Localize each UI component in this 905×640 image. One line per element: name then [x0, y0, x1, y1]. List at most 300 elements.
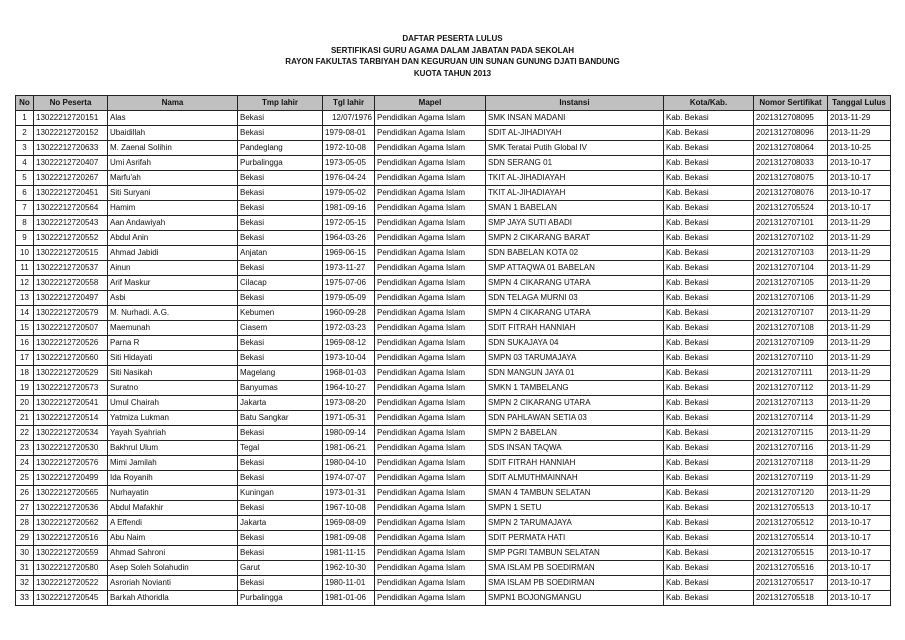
cell-tgl-lahir: 1968-01-03: [323, 366, 375, 381]
cell-nama: Hamim: [108, 201, 238, 216]
cell-tgl-lahir: 1980-04-10: [323, 456, 375, 471]
cell-nama: Ainun: [108, 261, 238, 276]
cell-no: 13: [16, 291, 34, 306]
cell-mapel: Pendidikan Agama Islam: [375, 156, 486, 171]
table-row: [16, 441, 891, 456]
col-no-peserta: No Peserta: [34, 96, 108, 111]
cell-instansi: SMK INSAN MADANI: [486, 111, 664, 126]
table-row: [16, 591, 891, 606]
cell-nomor-sertifikat: 2021312707101: [754, 216, 828, 231]
cell-no-peserta: 13022212720499: [34, 471, 108, 486]
cell-tanggal-lulus: 2013-11-29: [828, 276, 891, 291]
cell-instansi: SMPN1 BOJONGMANGU: [486, 591, 664, 606]
cell-tanggal-lulus: 2013-11-29: [828, 111, 891, 126]
cell-instansi: SDIT AL-JIHADIYAH: [486, 126, 664, 141]
cell-tgl-lahir: 1981-11-15: [323, 546, 375, 561]
cell-mapel: Pendidikan Agama Islam: [375, 546, 486, 561]
cell-instansi: SMP PGRI TAMBUN SELATAN: [486, 546, 664, 561]
cell-instansi: SMPN 2 CIKARANG UTARA: [486, 396, 664, 411]
cell-nomor-sertifikat: 2021312707106: [754, 291, 828, 306]
cell-no: 4: [16, 156, 34, 171]
cell-tgl-lahir: 1964-10-27: [323, 381, 375, 396]
cell-kota: Kab. Bekasi: [664, 321, 754, 336]
table-header-row: [16, 96, 891, 111]
col-instansi: Instansi: [486, 96, 664, 111]
cell-instansi: TKIT AL-JIHADIAYAH: [486, 171, 664, 186]
cell-tanggal-lulus: 2013-10-17: [828, 561, 891, 576]
cell-instansi: SMPN 1 SETU: [486, 501, 664, 516]
cell-kota: Kab. Bekasi: [664, 126, 754, 141]
cell-tanggal-lulus: 2013-11-29: [828, 261, 891, 276]
cell-nama: Umi Asrifah: [108, 156, 238, 171]
cell-instansi: SMPN 2 BABELAN: [486, 426, 664, 441]
cell-kota: Kab. Bekasi: [664, 381, 754, 396]
table-row: [16, 456, 891, 471]
cell-nomor-sertifikat: 2021312705524: [754, 201, 828, 216]
cell-nama: Ahmad Sahroni: [108, 546, 238, 561]
cell-nomor-sertifikat: 2021312707105: [754, 276, 828, 291]
cell-instansi: SMPN 2 TARUMAJAYA: [486, 516, 664, 531]
cell-tmp-lahir: Bekasi: [238, 426, 323, 441]
cell-mapel: Pendidikan Agama Islam: [375, 291, 486, 306]
cell-mapel: Pendidikan Agama Islam: [375, 486, 486, 501]
cell-tmp-lahir: Bekasi: [238, 126, 323, 141]
table-row: [16, 531, 891, 546]
cell-tanggal-lulus: 2013-10-17: [828, 201, 891, 216]
cell-kota: Kab. Bekasi: [664, 561, 754, 576]
cell-tgl-lahir: 1962-10-30: [323, 561, 375, 576]
cell-kota: Kab. Bekasi: [664, 546, 754, 561]
cell-mapel: Pendidikan Agama Islam: [375, 126, 486, 141]
cell-no-peserta: 13022212720559: [34, 546, 108, 561]
cell-tmp-lahir: Bekasi: [238, 291, 323, 306]
table-row: [16, 186, 891, 201]
cell-mapel: Pendidikan Agama Islam: [375, 426, 486, 441]
cell-kota: Kab. Bekasi: [664, 336, 754, 351]
cell-tanggal-lulus: 2013-11-29: [828, 411, 891, 426]
cell-tgl-lahir: 1981-06-21: [323, 441, 375, 456]
cell-nomor-sertifikat: 2021312707108: [754, 321, 828, 336]
table-row: [16, 276, 891, 291]
col-kota: Kota/Kab.: [664, 96, 754, 111]
cell-tanggal-lulus: 2013-11-29: [828, 486, 891, 501]
cell-tmp-lahir: Bekasi: [238, 336, 323, 351]
col-tanggal-lulus: Tanggal Lulus: [828, 96, 891, 111]
cell-mapel: Pendidikan Agama Islam: [375, 186, 486, 201]
cell-no-peserta: 13022212720516: [34, 531, 108, 546]
cell-tanggal-lulus: 2013-11-29: [828, 126, 891, 141]
cell-instansi: SDN PAHLAWAN SETIA 03: [486, 411, 664, 426]
cell-mapel: Pendidikan Agama Islam: [375, 306, 486, 321]
table-row: [16, 111, 891, 126]
cell-mapel: Pendidikan Agama Islam: [375, 411, 486, 426]
cell-mapel: Pendidikan Agama Islam: [375, 201, 486, 216]
cell-kota: Kab. Bekasi: [664, 366, 754, 381]
cell-no: 10: [16, 246, 34, 261]
cell-nomor-sertifikat: 2021312707115: [754, 426, 828, 441]
cell-no: 33: [16, 591, 34, 606]
participants-table: [15, 95, 891, 606]
cell-no-peserta: 13022212720497: [34, 291, 108, 306]
table-body: [16, 111, 891, 606]
cell-tanggal-lulus: 2013-11-29: [828, 441, 891, 456]
cell-nama: Nurhayatin: [108, 486, 238, 501]
cell-nomor-sertifikat: 2021312708076: [754, 186, 828, 201]
cell-kota: Kab. Bekasi: [664, 156, 754, 171]
cell-tmp-lahir: Jakarta: [238, 516, 323, 531]
col-tgl-lahir: Tgl lahir: [323, 96, 375, 111]
title-line-4: KUOTA TAHUN 2013: [413, 69, 492, 79]
cell-no: 26: [16, 486, 34, 501]
cell-tgl-lahir: 1972-03-23: [323, 321, 375, 336]
cell-tgl-lahir: 1973-11-27: [323, 261, 375, 276]
cell-nama: Siti Nasikah: [108, 366, 238, 381]
cell-tmp-lahir: Kebumen: [238, 306, 323, 321]
cell-no-peserta: 13022212720407: [34, 156, 108, 171]
cell-kota: Kab. Bekasi: [664, 411, 754, 426]
cell-mapel: Pendidikan Agama Islam: [375, 336, 486, 351]
cell-nama: M. Zaenal Solihin: [108, 141, 238, 156]
cell-no-peserta: 13022212720267: [34, 171, 108, 186]
cell-tgl-lahir: 1979-05-02: [323, 186, 375, 201]
cell-tmp-lahir: Bekasi: [238, 576, 323, 591]
cell-tmp-lahir: Jakarta: [238, 396, 323, 411]
cell-tmp-lahir: Cilacap: [238, 276, 323, 291]
cell-tgl-lahir: 1980-09-14: [323, 426, 375, 441]
cell-tmp-lahir: Bekasi: [238, 456, 323, 471]
cell-tgl-lahir: 1964-03-26: [323, 231, 375, 246]
cell-tanggal-lulus: 2013-11-29: [828, 246, 891, 261]
cell-nama: Yayah Syahriah: [108, 426, 238, 441]
title-line-1: DAFTAR PESERTA LULUS: [402, 34, 503, 43]
cell-nomor-sertifikat: 2021312705512: [754, 516, 828, 531]
cell-instansi: SMPN 03 TARUMAJAYA: [486, 351, 664, 366]
cell-nama: Siti Suryani: [108, 186, 238, 201]
col-no: No: [16, 96, 34, 111]
table-row: [16, 351, 891, 366]
cell-no: 6: [16, 186, 34, 201]
cell-tmp-lahir: Pandeglang: [238, 141, 323, 156]
cell-no-peserta: 13022212720564: [34, 201, 108, 216]
cell-kota: Kab. Bekasi: [664, 486, 754, 501]
cell-instansi: SDS INSAN TAQWA: [486, 441, 664, 456]
cell-tanggal-lulus: 2013-11-29: [828, 321, 891, 336]
cell-no: 16: [16, 336, 34, 351]
cell-mapel: Pendidikan Agama Islam: [375, 321, 486, 336]
col-nama: Nama: [108, 96, 238, 111]
cell-no-peserta: 13022212720530: [34, 441, 108, 456]
cell-no: 21: [16, 411, 34, 426]
cell-nomor-sertifikat: 2021312707118: [754, 456, 828, 471]
cell-nama: Asroriah Novianti: [108, 576, 238, 591]
cell-kota: Kab. Bekasi: [664, 576, 754, 591]
cell-instansi: SDIT PERMATA HATI: [486, 531, 664, 546]
cell-tgl-lahir: 1972-10-08: [323, 141, 375, 156]
cell-nama: Maemunah: [108, 321, 238, 336]
cell-tanggal-lulus: 2013-11-29: [828, 306, 891, 321]
cell-tmp-lahir: Banyumas: [238, 381, 323, 396]
cell-mapel: Pendidikan Agama Islam: [375, 171, 486, 186]
cell-instansi: SMA ISLAM PB SOEDIRMAN: [486, 561, 664, 576]
cell-no: 5: [16, 171, 34, 186]
cell-nama: Bakhrul Ulum: [108, 441, 238, 456]
cell-no: 15: [16, 321, 34, 336]
cell-kota: Kab. Bekasi: [664, 591, 754, 606]
cell-tgl-lahir: 1975-07-06: [323, 276, 375, 291]
cell-kota: Kab. Bekasi: [664, 141, 754, 156]
cell-nomor-sertifikat: 2021312705513: [754, 501, 828, 516]
cell-kota: Kab. Bekasi: [664, 171, 754, 186]
cell-no-peserta: 13022212720522: [34, 576, 108, 591]
table-row: [16, 561, 891, 576]
cell-nama: Abdul Anin: [108, 231, 238, 246]
cell-no-peserta: 13022212720151: [34, 111, 108, 126]
cell-tgl-lahir: 1967-10-08: [323, 501, 375, 516]
cell-kota: Kab. Bekasi: [664, 441, 754, 456]
cell-no-peserta: 13022212720534: [34, 426, 108, 441]
cell-nama: Suratno: [108, 381, 238, 396]
col-mapel: Mapel: [375, 96, 486, 111]
table-row: [16, 546, 891, 561]
cell-instansi: SMPN 4 CIKARANG UTARA: [486, 276, 664, 291]
cell-tgl-lahir: 1974-07-07: [323, 471, 375, 486]
table-row: [16, 501, 891, 516]
cell-tanggal-lulus: 2013-11-29: [828, 336, 891, 351]
cell-no: 9: [16, 231, 34, 246]
cell-no: 28: [16, 516, 34, 531]
cell-nomor-sertifikat: 2021312708064: [754, 141, 828, 156]
table-row: [16, 126, 891, 141]
table-row: [16, 291, 891, 306]
cell-instansi: SDN SUKAJAYA 04: [486, 336, 664, 351]
cell-tgl-lahir: 1980-11-01: [323, 576, 375, 591]
cell-nama: Aan Andawiyah: [108, 216, 238, 231]
cell-nama: Yatmiza Lukman: [108, 411, 238, 426]
cell-tanggal-lulus: 2013-11-29: [828, 231, 891, 246]
cell-nama: Alas: [108, 111, 238, 126]
cell-no: 27: [16, 501, 34, 516]
cell-nama: Barkah Athoridla: [108, 591, 238, 606]
cell-kota: Kab. Bekasi: [664, 186, 754, 201]
cell-tmp-lahir: Bekasi: [238, 216, 323, 231]
cell-mapel: Pendidikan Agama Islam: [375, 216, 486, 231]
cell-tgl-lahir: 1981-01-06: [323, 591, 375, 606]
cell-nomor-sertifikat: 2021312707102: [754, 231, 828, 246]
table-row: [16, 336, 891, 351]
cell-nomor-sertifikat: 2021312707119: [754, 471, 828, 486]
cell-tgl-lahir: 1971-05-31: [323, 411, 375, 426]
cell-nomor-sertifikat: 2021312707111: [754, 366, 828, 381]
cell-tmp-lahir: Purbalingga: [238, 591, 323, 606]
cell-tmp-lahir: Bekasi: [238, 351, 323, 366]
cell-nama: Umul Chairah: [108, 396, 238, 411]
cell-no: 14: [16, 306, 34, 321]
cell-mapel: Pendidikan Agama Islam: [375, 561, 486, 576]
cell-tanggal-lulus: 2013-11-29: [828, 396, 891, 411]
cell-kota: Kab. Bekasi: [664, 456, 754, 471]
cell-mapel: Pendidikan Agama Islam: [375, 246, 486, 261]
cell-no-peserta: 13022212720537: [34, 261, 108, 276]
cell-nomor-sertifikat: 2021312707120: [754, 486, 828, 501]
cell-no-peserta: 13022212720579: [34, 306, 108, 321]
cell-tgl-lahir: 1979-08-01: [323, 126, 375, 141]
cell-no-peserta: 13022212720536: [34, 501, 108, 516]
cell-no-peserta: 13022212720529: [34, 366, 108, 381]
cell-no-peserta: 13022212720514: [34, 411, 108, 426]
cell-nama: Asbi: [108, 291, 238, 306]
cell-instansi: SMK Teratai Putih Global IV: [486, 141, 664, 156]
cell-instansi: SDIT FITRAH HANNIAH: [486, 456, 664, 471]
cell-no-peserta: 13022212720565: [34, 486, 108, 501]
cell-no-peserta: 13022212720562: [34, 516, 108, 531]
cell-tanggal-lulus: 2013-10-17: [828, 186, 891, 201]
table-row: [16, 471, 891, 486]
cell-tgl-lahir: 1979-05-09: [323, 291, 375, 306]
cell-tanggal-lulus: 2013-10-17: [828, 546, 891, 561]
cell-nama: Abu Naim: [108, 531, 238, 546]
cell-no-peserta: 13022212720541: [34, 396, 108, 411]
cell-no: 25: [16, 471, 34, 486]
cell-nama: Arif Maskur: [108, 276, 238, 291]
title-line-2: SERTIFIKASI GURU AGAMA DALAM JABATAN PADA SEKOLAH: [330, 45, 575, 55]
cell-tmp-lahir: Magelang: [238, 366, 323, 381]
col-nomor-sertifikat: Nomor Sertifikat: [754, 96, 828, 111]
cell-kota: Kab. Bekasi: [664, 396, 754, 411]
cell-mapel: Pendidikan Agama Islam: [375, 516, 486, 531]
cell-no-peserta: 13022212720152: [34, 126, 108, 141]
cell-no: 19: [16, 381, 34, 396]
cell-nomor-sertifikat: 2021312705518: [754, 591, 828, 606]
cell-tanggal-lulus: 2013-10-17: [828, 591, 891, 606]
cell-nama: M. Nurhadi. A.G.: [108, 306, 238, 321]
cell-nama: A Effendi: [108, 516, 238, 531]
table-row: [16, 171, 891, 186]
cell-mapel: Pendidikan Agama Islam: [375, 261, 486, 276]
cell-no-peserta: 13022212720573: [34, 381, 108, 396]
cell-nomor-sertifikat: 2021312705517: [754, 576, 828, 591]
cell-mapel: Pendidikan Agama Islam: [375, 366, 486, 381]
cell-mapel: Pendidikan Agama Islam: [375, 351, 486, 366]
cell-tmp-lahir: Bekasi: [238, 231, 323, 246]
cell-kota: Kab. Bekasi: [664, 531, 754, 546]
cell-tmp-lahir: Anjatan: [238, 246, 323, 261]
cell-tgl-lahir: 1981-09-08: [323, 531, 375, 546]
cell-instansi: SMA ISLAM PB SOEDIRMAN: [486, 576, 664, 591]
cell-tanggal-lulus: 2013-11-29: [828, 351, 891, 366]
cell-nomor-sertifikat: 2021312707113: [754, 396, 828, 411]
cell-kota: Kab. Bekasi: [664, 351, 754, 366]
cell-tanggal-lulus: 2013-11-29: [828, 216, 891, 231]
cell-nomor-sertifikat: 2021312707116: [754, 441, 828, 456]
cell-tmp-lahir: Bekasi: [238, 471, 323, 486]
cell-instansi: SMP ATTAQWA 01 BABELAN: [486, 261, 664, 276]
document-title: [0, 33, 905, 80]
table-row: [16, 246, 891, 261]
cell-kota: Kab. Bekasi: [664, 111, 754, 126]
cell-nama: Abdul Mafakhir: [108, 501, 238, 516]
cell-no: 3: [16, 141, 34, 156]
table-row: [16, 141, 891, 156]
cell-mapel: Pendidikan Agama Islam: [375, 276, 486, 291]
cell-tmp-lahir: Bekasi: [238, 546, 323, 561]
cell-kota: Kab. Bekasi: [664, 306, 754, 321]
cell-tmp-lahir: Bekasi: [238, 111, 323, 126]
cell-nomor-sertifikat: 2021312707110: [754, 351, 828, 366]
cell-instansi: SDN MANGUN JAYA 01: [486, 366, 664, 381]
cell-kota: Kab. Bekasi: [664, 216, 754, 231]
table-row: [16, 411, 891, 426]
cell-no: 32: [16, 576, 34, 591]
cell-instansi: SDN TELAGA MURNI 03: [486, 291, 664, 306]
table-row: [16, 201, 891, 216]
cell-no: 8: [16, 216, 34, 231]
cell-nomor-sertifikat: 2021312707107: [754, 306, 828, 321]
cell-no: 20: [16, 396, 34, 411]
cell-nomor-sertifikat: 2021312708095: [754, 111, 828, 126]
table-row: [16, 396, 891, 411]
cell-mapel: Pendidikan Agama Islam: [375, 141, 486, 156]
cell-nama: Mimi Jamilah: [108, 456, 238, 471]
cell-nomor-sertifikat: 2021312708033: [754, 156, 828, 171]
cell-instansi: TKIT AL-JIHADIAYAH: [486, 186, 664, 201]
cell-tmp-lahir: Bekasi: [238, 501, 323, 516]
cell-kota: Kab. Bekasi: [664, 291, 754, 306]
cell-kota: Kab. Bekasi: [664, 201, 754, 216]
table-row: [16, 231, 891, 246]
cell-mapel: Pendidikan Agama Islam: [375, 471, 486, 486]
cell-tmp-lahir: Batu Sangkar: [238, 411, 323, 426]
cell-no-peserta: 13022212720633: [34, 141, 108, 156]
cell-no: 18: [16, 366, 34, 381]
cell-mapel: Pendidikan Agama Islam: [375, 381, 486, 396]
cell-tanggal-lulus: 2013-10-17: [828, 156, 891, 171]
cell-no-peserta: 13022212720558: [34, 276, 108, 291]
cell-tgl-lahir: 1976-04-24: [323, 171, 375, 186]
cell-no-peserta: 13022212720507: [34, 321, 108, 336]
cell-tgl-lahir: 1969-08-09: [323, 516, 375, 531]
cell-no: 31: [16, 561, 34, 576]
col-tmp-lahir: Tmp lahir: [238, 96, 323, 111]
cell-tgl-lahir: 1973-10-04: [323, 351, 375, 366]
cell-mapel: Pendidikan Agama Islam: [375, 531, 486, 546]
cell-tanggal-lulus: 2013-11-29: [828, 291, 891, 306]
cell-mapel: Pendidikan Agama Islam: [375, 441, 486, 456]
table-row: [16, 156, 891, 171]
cell-instansi: SMP JAYA SUTI ABADI: [486, 216, 664, 231]
cell-nomor-sertifikat: 2021312705516: [754, 561, 828, 576]
table-row: [16, 366, 891, 381]
cell-nama: Ahmad Jabidi: [108, 246, 238, 261]
cell-nama: Siti Hidayati: [108, 351, 238, 366]
table-row: [16, 306, 891, 321]
cell-tanggal-lulus: 2013-10-17: [828, 501, 891, 516]
cell-nomor-sertifikat: 2021312707114: [754, 411, 828, 426]
cell-nama: Marfu'ah: [108, 171, 238, 186]
cell-nomor-sertifikat: 2021312707109: [754, 336, 828, 351]
cell-tmp-lahir: Garut: [238, 561, 323, 576]
cell-tmp-lahir: Bekasi: [238, 201, 323, 216]
cell-tmp-lahir: Ciasem: [238, 321, 323, 336]
cell-kota: Kab. Bekasi: [664, 246, 754, 261]
cell-nomor-sertifikat: 2021312705514: [754, 531, 828, 546]
table-row: [16, 216, 891, 231]
cell-mapel: Pendidikan Agama Islam: [375, 396, 486, 411]
cell-no: 22: [16, 426, 34, 441]
cell-tmp-lahir: Bekasi: [238, 186, 323, 201]
cell-mapel: Pendidikan Agama Islam: [375, 591, 486, 606]
cell-tanggal-lulus: 2013-10-17: [828, 531, 891, 546]
cell-nama: Ida Royanih: [108, 471, 238, 486]
